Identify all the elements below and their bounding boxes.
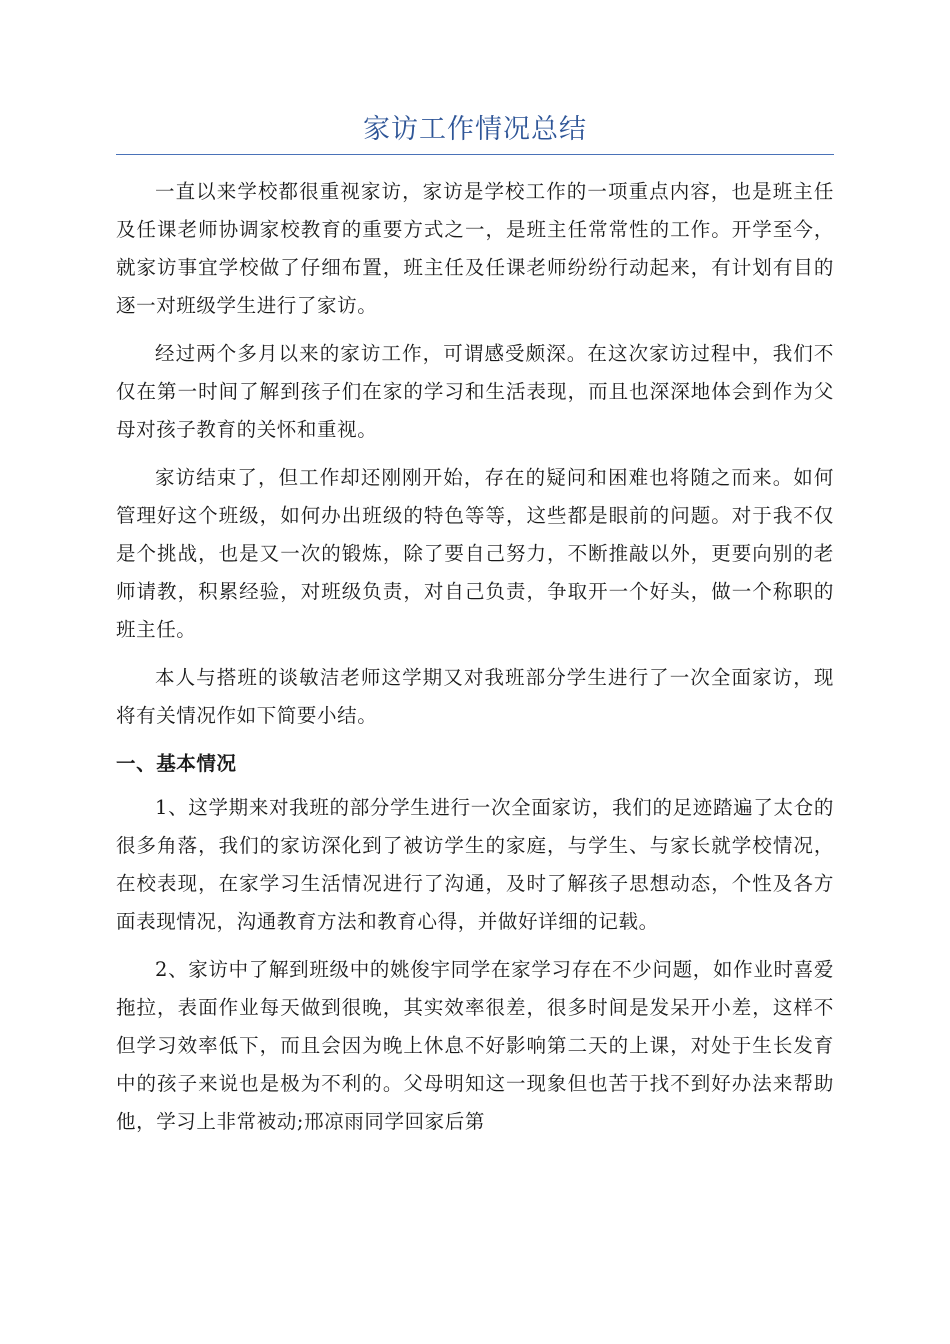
paragraph-item-1: 1、这学期来对我班的部分学生进行一次全面家访，我们的足迹踏遍了太仓的很多角落，我们的家访深化到了被访学生的家庭，与学生、与家长就学校情况，在校表现，在家学习生活情况进行了沟通，及时了解孩子思想动态，个性及各方面表现情况，沟通教育方法和教育心得，并做好详细的记载。 — [116, 796, 834, 933]
paragraph-challenges: 家访结束了，但工作却还刚刚开始，存在的疑问和困难也将随之而来。如何管理好这个班级，如何办出班级的特色等等，这些都是眼前的问题。对于我不仅是个挑战，也是又一次的锻炼，除了要自己努力，不断推敲以外，更要向别的老师请教，积累经验，对班级负责，对自己负责，争取开一个好头，做一个称职的班主任。 — [116, 466, 834, 641]
section-heading-basic-situation: 一、基本情况 — [116, 752, 237, 775]
paragraph-experience: 经过两个多月以来的家访工作，可谓感受颇深。在这次家访过程中，我们不仅在第一时间了解到孩子们在家的学习和生活表现，而且也深深地体会到作为父母对孩子教育的关怀和重视。 — [116, 342, 834, 441]
paragraph-intro: 一直以来学校都很重视家访，家访是学校工作的一项重点内容，也是班主任及任课老师协调家校教育的重要方式之一，是班主任常常性的工作。开学至今，就家访事宜学校做了仔细布置，班主任及任课老师纷纷行动起来，有计划有目的逐一对班级学生进行了家访。 — [116, 180, 834, 317]
title-underline — [116, 154, 834, 155]
paragraph-summary-intro: 本人与搭班的谈敏洁老师这学期又对我班部分学生进行了一次全面家访，现将有关情况作如下简要小结。 — [116, 666, 834, 727]
document-title: 家访工作情况总结 — [363, 114, 587, 145]
document-page — [116, 108, 834, 1151]
paragraph-item-2: 2、家访中了解到班级中的姚俊宇同学在家学习存在不少问题，如作业时喜爱拖拉，表面作业每天做到很晚，其实效率很差，很多时间是发呆开小差，这样不但学习效率低下，而且会因为晚上休息不好影响第二天的上课，对处于生长发育中的孩子来说也是极为不利的。父母明知这一现象但也苦于找不到好办法来帮助他，学习上非常被动;邢凉雨同学回家后第 — [116, 958, 834, 1133]
